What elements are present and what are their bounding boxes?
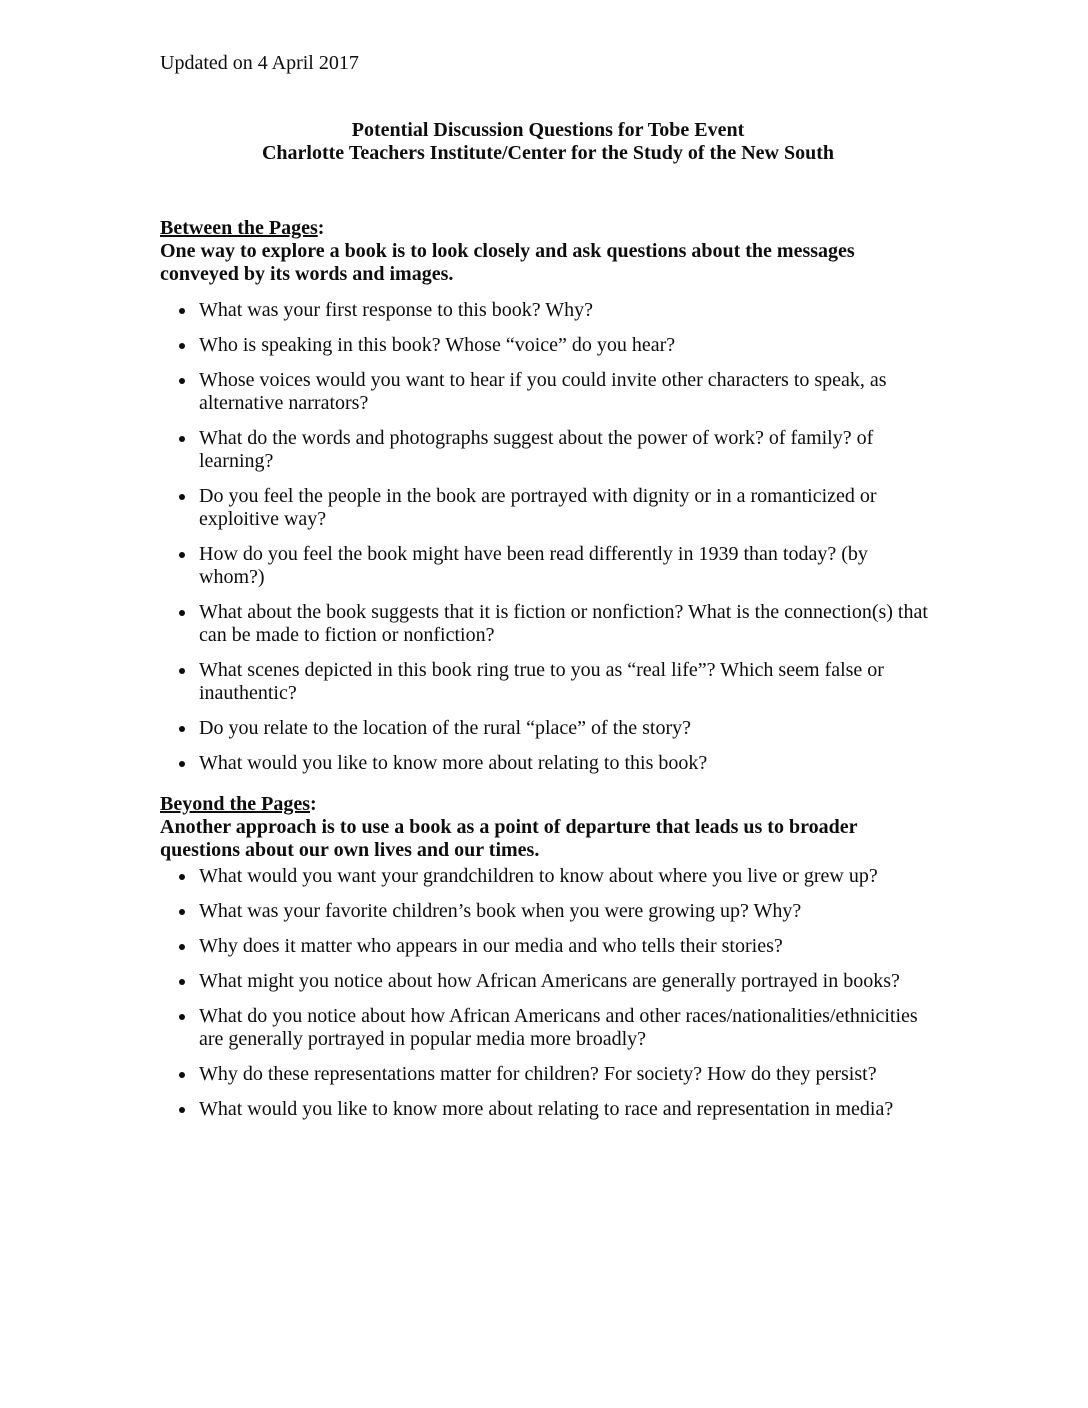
question-item: • Whose voices would you want to hear if you could invite other characters to speak, as alternative narrators? bbox=[197, 369, 936, 415]
title-line-2: Charlotte Teachers Institute/Center for the Study of the New South bbox=[261, 142, 834, 164]
question-item: • What do the words and photographs suggest about the power of work? of family? of learning? bbox=[197, 427, 936, 473]
question-item: • What was your favorite children’s book when you were growing up? Why? bbox=[197, 900, 936, 923]
updated-date: Updated on 4 April 2017 bbox=[160, 52, 359, 74]
section-intro: Another approach is to use a book as a point of departure that leads us to broader questions about our own lives and our times. bbox=[160, 816, 858, 861]
section-beyond-the-pages bbox=[160, 793, 936, 1121]
question-item: • What scenes depicted in this book ring true to you as “real life”? Which seem false or inauthentic? bbox=[197, 659, 936, 705]
question-item: • What was your first response to this book? Why? bbox=[197, 299, 936, 322]
document-title bbox=[160, 119, 936, 165]
question-item: • What would you like to know more about relating to this book? bbox=[197, 752, 936, 775]
question-item: • What about the book suggests that it is fiction or nonfiction? What is the connection(s) that can be made to fiction or nonfiction? bbox=[197, 601, 936, 647]
question-item: • Do you relate to the location of the rural “place” of the story? bbox=[197, 717, 936, 740]
question-item: • Why does it matter who appears in our media and who tells their stories? bbox=[197, 935, 936, 958]
question-item: • Who is speaking in this book? Whose “voice” do you hear? bbox=[197, 334, 936, 357]
question-item: • What would you like to know more about relating to race and representation in media? bbox=[197, 1098, 936, 1121]
question-item: • How do you feel the book might have been read differently in 1939 than today? (by whom?) bbox=[197, 543, 936, 589]
question-item: • What might you notice about how African Americans are generally portrayed in books? bbox=[197, 970, 936, 993]
section-heading bbox=[160, 217, 936, 240]
question-item: • Do you feel the people in the book are portrayed with dignity or in a romanticized or exploitive way? bbox=[197, 485, 936, 531]
section-heading bbox=[160, 793, 936, 816]
question-item: • Why do these representations matter for children? For society? How do they persist? bbox=[197, 1063, 936, 1086]
section-heading-colon: : bbox=[310, 793, 317, 815]
section-intro: One way to explore a book is to look closely and ask questions about the messages conveyed by its words and images. bbox=[160, 240, 855, 285]
question-list bbox=[160, 299, 936, 775]
question-item: • What do you notice about how African Americans and other races/nationalities/ethnicities are generally portrayed in popular media more broadly? bbox=[197, 1005, 936, 1051]
question-list bbox=[160, 865, 936, 1121]
section-heading-text: Between the Pages bbox=[160, 217, 318, 239]
question-item: • What would you want your grandchildren to know about where you live or grew up? bbox=[197, 865, 936, 888]
title-line-1: Potential Discussion Questions for Tobe Event bbox=[351, 119, 745, 141]
section-between-the-pages bbox=[160, 217, 936, 775]
section-heading-text: Beyond the Pages bbox=[160, 793, 310, 815]
section-heading-colon: : bbox=[317, 217, 325, 239]
